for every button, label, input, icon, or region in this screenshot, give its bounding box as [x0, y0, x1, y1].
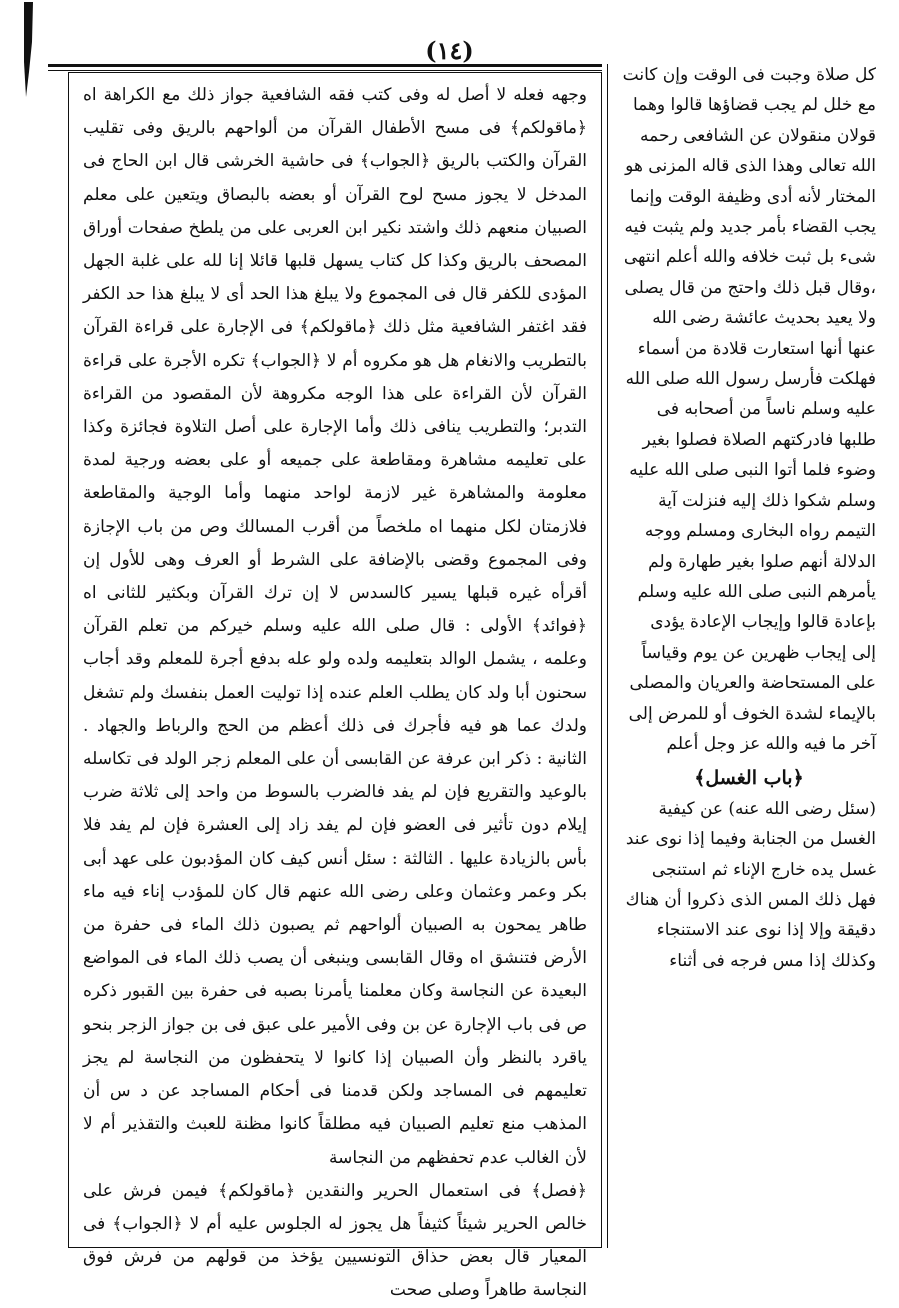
side-text-column [612, 60, 880, 1250]
header-rule-thin [48, 70, 602, 71]
main-paragraph: وجهه فعله لا أصل له وفى كتب فقه الشافعية جواز ذلك مع الكراهة اه ﴿ماقولكم﴾ فى مسح الأطفال القرآن من ألواحهم بالريق وفى تقليب القرآن والكتب بالريق ﴿الجواب﴾ فى حاشية الخرشى قال ابن الحاج فى المدخل لا يجوز مسح لوح القرآن أو بعضه بالبصاق ويتعين على معلم الصبيان منعهم ذلك واشتد نكير ابن العربى على من يلطخ صفحات أوراق المصحف بالريق وكذا كل كتاب يسهل قلبها قائلا إنا لله على غلبة الجهل المؤدى للكفر قال فى المجموع ولا يبلغ هذا الحد أى لا يبلغ هذا حد الكفر فقد اغتفر الشافعية مثل ذلك ﴿ماقولكم﴾ فى الإجارة على قراءة القرآن بالتطريب والانغام هل هو مكروه أم لا ﴿الجواب﴾ تكره الأجرة على قراءة القرآن لأن القراءة على هذا الوجه مكروهة لأن المقصود من القراءة التدبر؛ والتطريب ينافى ذلك وأما الإجارة على أصل التلاوة فجائزة وكذا على تعليمه مشاهرة ومقاطعة على جميعه أو على بعضه ورجية لمدة معلومة والمشاهرة غير لازمة لواحد منهما وأما الوجية والمقاطعة فلازمتان لكل منهما اه ملخصاً من أقرب المسالك وص من باب الإجازة وفى المجموع وقضى بالإضافة على الشرط أو العرف وهى للأول إن أقرأه غيره قبلها يسير كالسدس لا إن ترك القرآن وبكثير للثانى اه ﴿فوائد﴾ الأولى : قال صلى الله عليه وسلم خيركم من تعلم القرآن وعلمه ، يشمل الوالد بتعليمه ولده ولو عله بدفع أجرة للمعلم وقد أجاب سحنون أبا ولد كان يطلب العلم عنده إذا توليت العمل بنفسك ولم تشغل ولدك عما هو فيه فأجرك فى ذلك أعظم من الحج والرباط والجهاد . الثانية : ذكر ابن عرفة عن القابسى أن على المعلم زجر الولد فى تكاسله بالوعيد والتقريع فإن لم يفد فالضرب بالسوط من واحد إلى ثلاثة ضرب إيلام دون تأثير فى العضو فإن لم يفد زاد إلى العشرة فإن لم يفد فلا بأس بالزيادة عليها . الثالثة : سئل أنس كيف كان المؤدبون على عهد أبى بكر وعمر وعثمان وعلى رضى الله عنهم قال كان للمؤدب إناء فيه ماء طاهر يمحون به الصبيان ألواحهم ثم يصبون ذلك الماء فى حفرة من الأرض فتنشق اه وقال القابسى وينبغى أن يصب ذلك الماء فى المواضع البعيدة عن النجاسة وكان معلمنا يأمرنا بصبه فى حفرة بين القبور ذكره ص فى باب الإجارة عن بن وفى الأمير على عبق فى بن جواز الزجر بنحو ياقرد بالنظر وأن الصبيان إذا كانوا لا يتحفظون من النجاسة لم يجز تعليمهم فى المساجد ولكن قدمنا فى أحكام المساجد عن د س أن المذهب منع تعليم الصبيان فيه مطلقاً كانوا مظنة للعبث والتقذير أم لا لأن الغالب عدم تحفظهم من النجاسة [83, 85, 587, 1168]
header-rule [48, 64, 602, 67]
main-paragraph: ﴿فصل﴾ فى استعمال الحرير والنقدين ﴿ماقولكم﴾ فيمن فرش على خالص الحرير شيئاً كثيفاً هل يجوز له الجلوس عليه أم لا ﴿الجواب﴾ فى المعيار قال بعض حذاق التونسيين يؤخذ من قولهم من فرش فوق النجاسة طاهراً وصلى صحت [83, 1180, 587, 1301]
chapter-heading: ﴿باب الغسل﴾ [694, 767, 804, 790]
side-paragraph: (سئل رضى الله عنه) عن كيفية الغسل من الجنابة وفيما إذا نوى عند غسل يده خارج الإناء ثم استنجى فهل ذلك المس الذى ذكروا أن هناك دقيقة وإلا إذا نوى عند الاستنجاء وكذلك إذا مس فرجه فى أثناء [625, 798, 876, 971]
column-divider [607, 64, 608, 1248]
side-paragraph: كل صلاة وجبت فى الوقت وإن كانت مع خلل لم يجب قضاؤها قالوا وهما قولان منقولان عن الشافعى رحمه الله تعالى وهذا الذى قاله المزنى هو المختار لأنه أدى وظيفة الوقت وإنما يجب القضاء بأمر جديد ولم يثبت فيه شىء بل ثبت خلافه والله أعلم انتهى ،وقال قبل ذلك واحتج من قال يصلى ولا يعيد بحديث عائشة رضى الله عنها أنها استعارت قلادة من أسماء فهلكت فأرسل رسول الله صلى الله عليه وسلم ناساً من أصحابه فى طلبها فادركتهم الصلاة فصلوا بغير وضوء فلما أتوا النبى صلى الله عليه وسلم شكوا ذلك إليه فنزلت آية التيمم رواه البخارى ومسلم ووجه الدلالة أنهم صلوا بغير طهارة ولم يأمرهم النبى صلى الله عليه وسلم بإعادة قالوا وإيجاب الإعادة يؤدى إلى إيجاب ظهرين عن يوم وقياساً على المستحاضة والعريان والمصلى بالإيماء لشدة الخوف أو للمرض إلى آخر ما فيه والله عز وجل أعلم [622, 65, 876, 754]
page-number: (١٤) [425, 36, 474, 65]
main-text-column [69, 73, 601, 1308]
main-text-frame [68, 72, 602, 1301]
